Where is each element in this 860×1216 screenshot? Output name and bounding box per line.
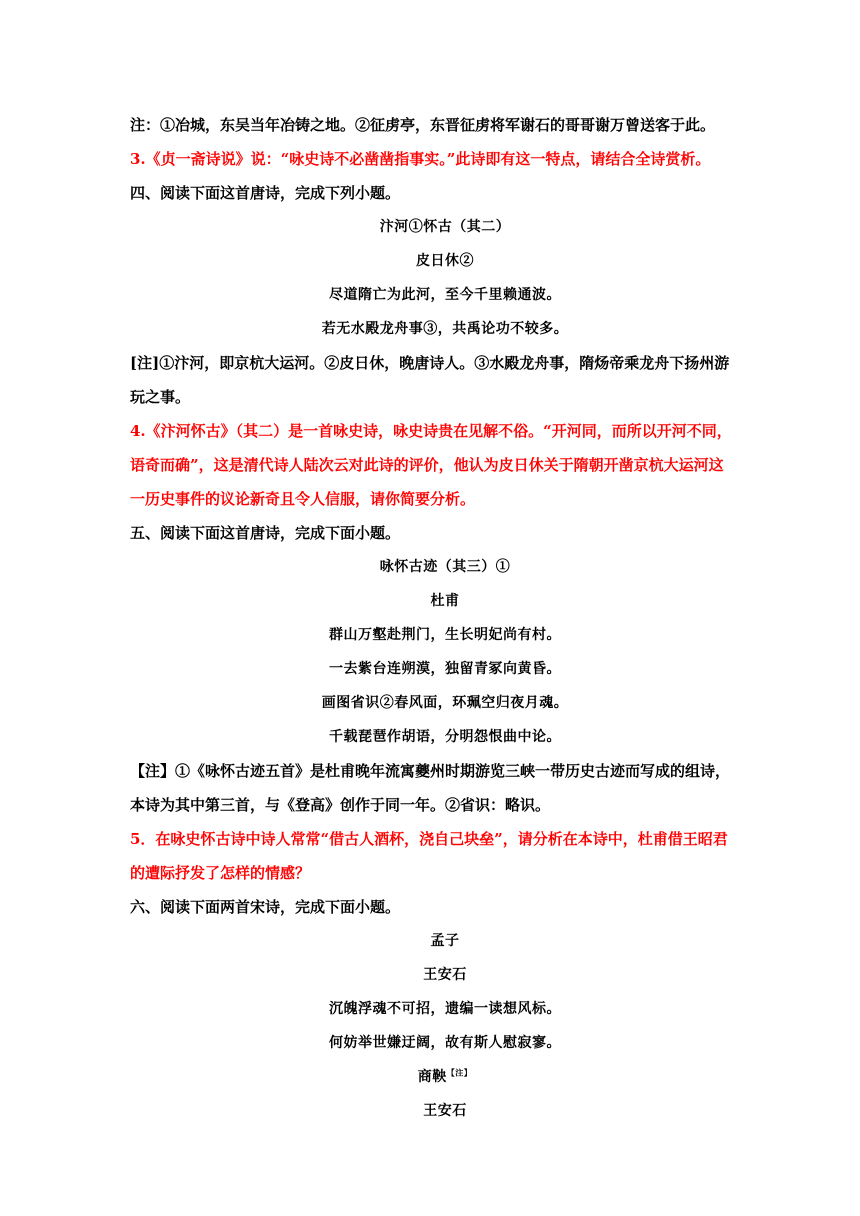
poem-author: 杜甫 <box>430 593 460 609</box>
question-5-line: 5．在咏史怀古诗中诗人常常“借古人酒杯，浇自己块垒”，请分析在本诗中，杜甫借王昭君 <box>130 830 728 848</box>
poem-title: 汴河①怀古（其二） <box>379 219 511 235</box>
note-line: 玩之事。 <box>130 388 191 406</box>
poem-line: 群山万壑赴荆门，生长明妃尚有村。 <box>329 627 561 643</box>
note-line: 【注】①《咏怀古迹五首》是杜甫晚年流寓夔州时期游览三峡一带历史古迹而写成的组诗， <box>130 762 731 780</box>
poem-line: 一去紫台连朔漠，独留青冢向黄昏。 <box>329 661 561 677</box>
note-line: 本诗为其中第三首，与《登高》创作于同一年。②省识：略识。 <box>130 796 551 814</box>
question-3: 3.《贞一斋诗说》说：“咏史诗不必凿凿指事实。”此诗即有这一特点，请结合全诗赏析。 <box>130 150 711 168</box>
poem-title: 咏怀古迹（其三）① <box>379 559 511 575</box>
section-heading-6: 六、阅读下面两首宋诗，完成下面小题。 <box>130 898 401 916</box>
poem-line: 画图省识②春风面，环珮空归夜月魂。 <box>321 695 569 711</box>
poem-author: 王安石 <box>423 1103 467 1119</box>
section-heading-4: 四、阅读下面这首唐诗，完成下列小题。 <box>130 184 401 202</box>
question-5-line: 的遭际抒发了怎样的情感？ <box>130 864 311 882</box>
poem-line: 何妨举世嫌迂阔，故有斯人慰寂寥。 <box>329 1035 561 1051</box>
poem-line: 尽道隋亡为此河，至今千里赖通波。 <box>329 287 561 303</box>
question-4-line: 一历史事件的议论新奇且令人信服，请你简要分析。 <box>130 490 476 508</box>
section-heading-5: 五、阅读下面这首唐诗，完成下面小题。 <box>130 524 401 542</box>
poem-author: 皮日休② <box>416 253 474 269</box>
note-line: [注]①汴河，即京杭大运河。②皮日休，晚唐诗人。③水殿龙舟事，隋炀帝乘龙舟下扬州游 <box>130 354 730 372</box>
poem-line: 沉魄浮魂不可招，遗编一读想风标。 <box>329 1001 561 1017</box>
poem-line: 千载琵琶作胡语，分明怨恨曲中论。 <box>329 729 561 745</box>
poem-author: 王安石 <box>423 967 467 983</box>
note-line: 注：①冶城，东吴当年冶铸之地。②征虏亭，东晋征虏将军谢石的哥哥谢万曾送客于此。 <box>130 116 716 134</box>
poem-title: 孟子 <box>430 933 460 949</box>
poem-title <box>130 1060 760 1094</box>
question-4-line: 4.《汴河怀古》（其二）是一首咏史诗，咏史诗贵在见解不俗。“开河同，而所以开河不同， <box>130 422 732 440</box>
note-marker: 【注】 <box>446 1067 473 1078</box>
question-4-line: 语奇而确”，这是清代诗人陆次云对此诗的评价，他认为皮日休关于隋朝开凿京杭大运河这 <box>130 456 724 474</box>
poem-title-text: 商鞅 <box>417 1069 447 1085</box>
poem-line: 若无水殿龙舟事③，共禹论功不较多。 <box>321 321 569 337</box>
